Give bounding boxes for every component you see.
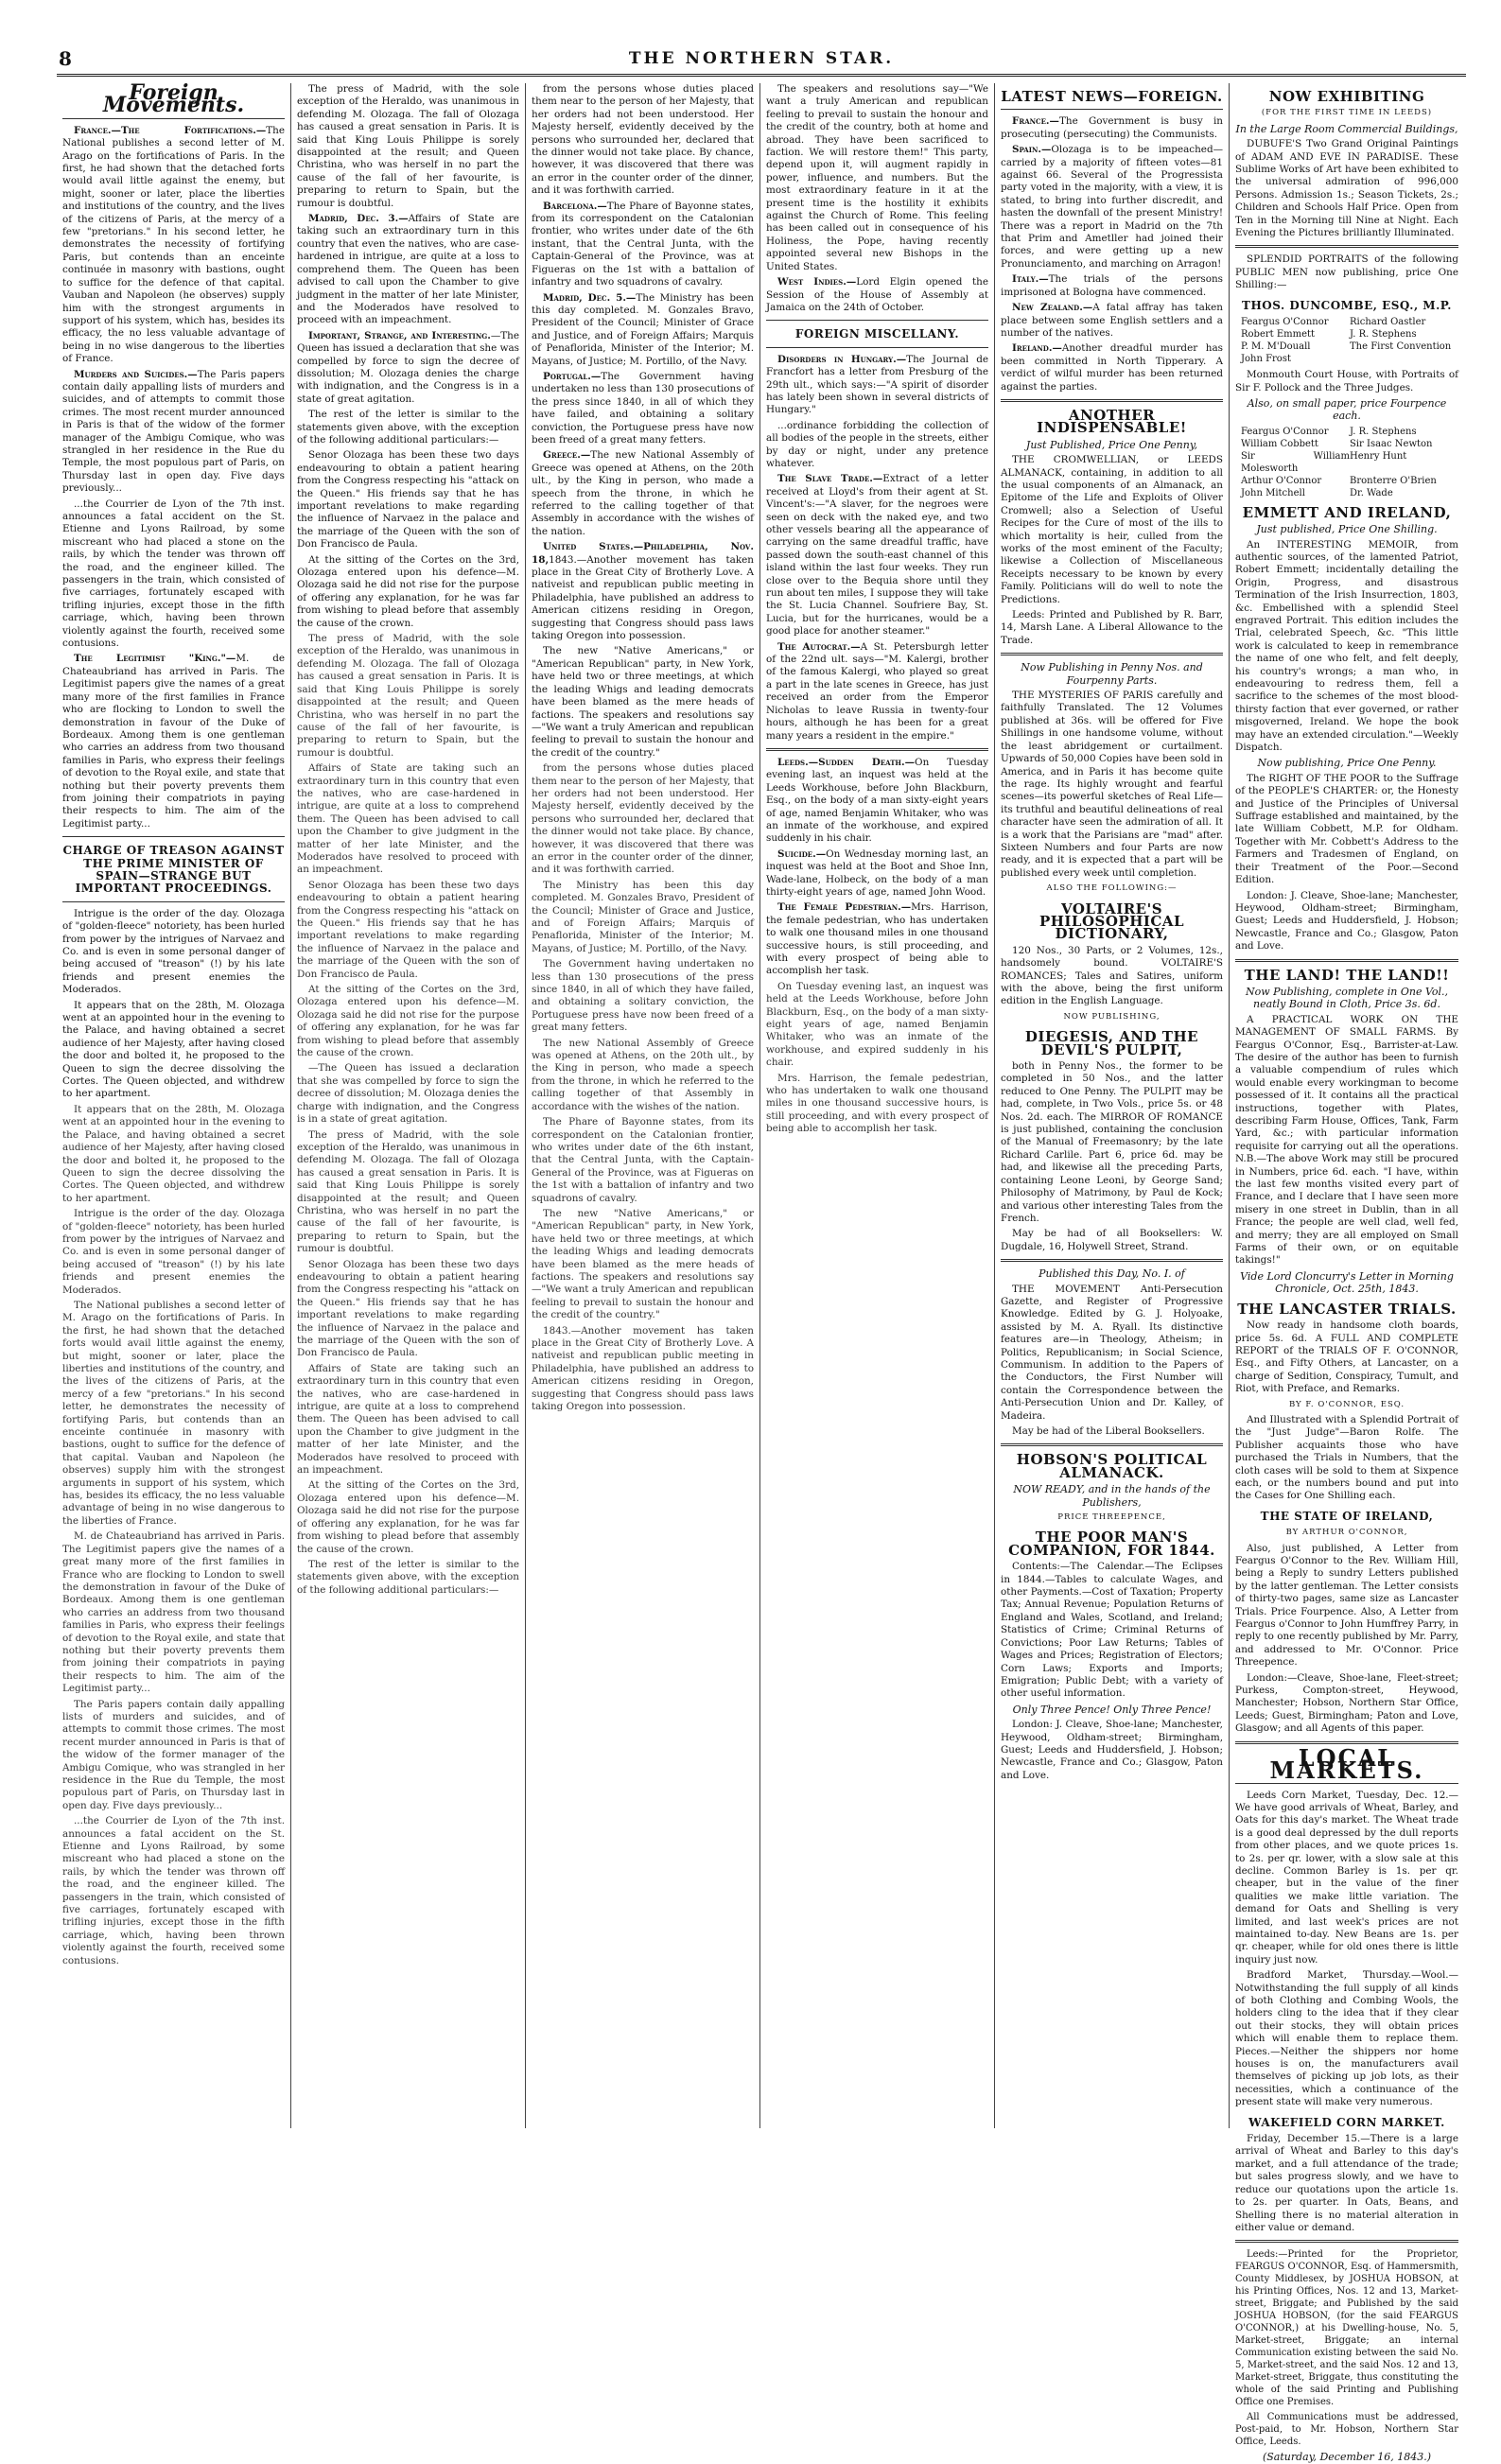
ad-imprint: London:—Cleave, Shoe-lane, Fleet-street; Purkess, Compton-street, Heywood, Manchester; Hobson, Northern Star Office, Leeds; Guest, Birmingham; Paton and Love, Glasgow; and all Agents of this paper. [1235, 1671, 1458, 1735]
column-4 [760, 83, 995, 2128]
news-item: New Zealand.—A fatal affray has taken place between some English settlers and a number of the natives. [1001, 302, 1223, 339]
article-continued: On Tuesday evening last, an inquest was held at the Leeds Workhouse, before John Blackburn, Esq., on the body of a man sixty-eight years of age, named Benjamin Whitaker, who was an inmate of the workhouse, and expired suddenly in his chair. [766, 980, 988, 1069]
news-item: Italy.—The trials of the persons imprisoned at Bologna have commenced. [1001, 273, 1223, 298]
article-continued: The National publishes a second letter of M. Arago on the fortifications of Paris. In the first, he had shown that the detached forts would avail little against the enemy, but might, sooner or later, place the liberties and institutions of the country, and the lives of the citizens of Paris, at the mercy of a few "pretorians." In his second letter, he demonstrates the necessity of fortifying Paris, but contends than an enceinte continuée in masonry with bastions, ought to suffice for the defence of that capital. Vauban and Napoleon (he observes) supply him with the strongest arguments in support of his system, which has, besides its efficacy, the no less valuable advantage of being in no wise dangerous to the liberties of France. [62, 1299, 285, 1527]
ad-heading-another-indispensable: ANOTHER INDISPENSABLE! [1037, 406, 1187, 437]
article: Leeds.—Sudden Death.—On Tuesday evening last, an inquest was held at the Leeds Workhouse, before John Blackburn, Esq., on the body of a man sixty-eight years of age, named Benjamin Whitaker, who was an inmate of the workhouse, and expired suddenly in his chair. [766, 756, 988, 845]
article-continued: Senor Olozaga has been these two days endeavouring to obtain a patient hearing from the Congress respecting his "attack on the Queen." His friends say that he has important revelations to make regarding the influence of Narvaez in the palace and the marriage of the Queen with the son of Don Francisco de Paula. [297, 879, 519, 980]
ad-text: Contents:—The Calendar.—The Eclipses in 1844.—Tables to calculate Wages, and other Payments.—Cost of Taxation; Property Tax; Annual Revenue; Population Returns of England and Wales, Scotland, and Ireland; Statistics of Crime; Criminal Returns of Convictions; Poor Law Returns; Tables of Wages and Prices; Registration of Electors; Corn Laws; Exports and Imports; Emigration; Public Debt; with a variety of other useful information. [1001, 1561, 1223, 1700]
article-continued: The new National Assembly of Greece was opened at Athens, on the 20th ult., by the King in person, who made a speech from the throne, in which he referred to the calling together of that Assembly in accordance with the wishes of the nation. [532, 1037, 754, 1112]
article-continued: Affairs of State are taking such an extraordinary turn in this country that even the natives, who are case-hardened in intrigue, are quite at a loss to comprehend them. The Queen has been advised to call upon the Chamber to give judgment in the matter of her late Minister, and the Moderados have resolved to proceed with an impeachment. [297, 762, 519, 876]
article-continued: The Paris papers contain daily appalling lists of murders and suicides, and of attempts to commit those crimes. The most recent murder announced in Paris is that of the widow of the former manager of the Ambigu Comique, who was strangled in her residence in the Rue du Temple, the most populous part of Paris, on Thursday last in open day. Five days previously... [62, 1698, 285, 1811]
article: Disorders in Hungary.—The Journal de Francfort has a letter from Presburg of the 29th ult., which says:—"A spirit of disorder has lately been shown in several districts of Hungary." [766, 353, 988, 416]
article: The Legitimist "King."—M. de Chateaubriand has arrived in Paris. The Legitimist papers give the names of a great many more of the first families in France who are flocking to London to swell the demonstration in favour of the Duke of Bordeaux. Among them is one gentleman who carries an address from two thousand families in Paris, who express their feelings of devotion to the Royal exile, and state that nothing but their poverty prevents them from joining their compatriots in paying their respects to him. The aim of the Legitimist party... [62, 653, 285, 830]
article: West Indies.—Lord Elgin opened the Session of the House of Assembly at Jamaica on the 24th of October. [766, 276, 989, 313]
article: The Slave Trade.—Extract of a letter received at Lloyd's from their agent at St. Vincent's:—"A slaver, for the negroes were seen on deck with the naked eye, and two other vessels bearing all the appearance of carrying on the same dreadful traffic, have passed down the south-east channel of this island within the last four weeks. They run close over to the Bequia shore until they run about ten miles, I suppose they will take the St. Lucia Channel. Soufriere Bay, St. Lucia, but for the hurricanes, would be a good place for another steamer." [766, 473, 988, 638]
article-continued: At the sitting of the Cortes on the 3rd, Olozaga entered upon his defence—M. Olozaga said he did not rise for the purpose of offering any explanation, for he was far from wishing to plead before that assembly the cause of the crown. [297, 1479, 519, 1555]
article-continued: —The Queen has issued a declaration that she was compelled by force to sign the decree of dissolution; M. Olozaga denies the charge with indignation, and the Congress is in a state of great agitation. [297, 1062, 519, 1126]
market-report: Friday, December 15.—There is a large arrival of Wheat and Barley to this day's market, and a full attendance of the trade; but sales progress slowly, and we have to reduce our quotations upon the article 1s. to 2s. per quarter. In Oats, Beans, and Shelling there is no material alteration in either value or demand. [1235, 2133, 1458, 2233]
article: The Female Pedestrian.—Mrs. Harrison, the female pedestrian, who has undertaken to walk one thousand miles in one thousand successive hours, is still proceeding, and with every prospect of being able to accomplish her task. [766, 901, 988, 977]
portrait-list-small: Feargus O'Connor J. R. Stephens William Cobbett Sir Isaac Newton Sir William Molesworth Henry Hunt Arthur O'Connor Bronterre O'Brien John Mitchell Dr. Wade [1241, 426, 1437, 498]
issue-date: (Saturday, December 16, 1843.) [1262, 2451, 1431, 2464]
heading-foreign-miscellany: FOREIGN MISCELLANY. [794, 327, 960, 341]
article: The press of Madrid, with the sole exception of the Heraldo, was unanimous in defending M. Olozaga. The fall of Olozaga has caused a great sensation in Paris. It is said that King Louis Philippe is sorely disappointed at the result; and Queen Christina, who was herself in no part the cause of the fall of her favourite, is preparing to return to Spain, but the rumour is doubtful. [297, 83, 519, 209]
ad-text: THE MOVEMENT Anti-Persecution Gazette, and Register of Progressive Knowledge. Edited by G. J. Holyoake, assisted by M. A. Ryall. Its distinctive features are—in Theology, Atheism; in Politics, Republicanism; in Social Science, Communism. In addition to the Papers of the Conductors, the First Number will contain the Correspondence between the Anti-Persecution Union and Dr. Kalley, of Madeira. [1001, 1283, 1223, 1422]
article: The speakers and resolutions say—"We want a truly American and republican feeling to prevail to sustain the honour and the credit of the country, both at home and abroad. They have been sacrificed to faction. We will restore them!" This party, depend upon it, will augment rapidly in power, influence, and numbers. But the most extraordinary feature in it at the present time is the hostility it exhibits against the Church of Rome. This feeling has been called out in consequence of his Holiness, the Pope, having recently appointed several new Bishops in the United States. [766, 83, 988, 272]
article: ...the Courrier de Lyon of the 7th inst. announces a fatal accident on the St. Etienne and Lyons Railroad, by some miscreant who had placed a stone on the rails, by which the tender was thrown off the road, and the engineer killed. The passengers in the train, which consisted of five carriages, fortunately escaped with trifling injuries, except those in the fifth carriage, which, having been thrown violently against the fourth, received some contusions. [62, 498, 285, 650]
news-item: France.—The Government is busy in prosecuting (persecuting) the Communists. [1001, 115, 1223, 140]
column-6: NOW EXHIBITING (FOR THE FIRST TIME IN LEEDS) In the Large Room Commercial Buildings, DUBUFE'S Two Grand Original Paintings of ADAM AND EVE IN PARADISE. These Sublime Works of Art have been exhibited to the universal admiration of 996,000 Persons. Admission 1s.; Season Tickets, 2s.; Children and Schools Half Price. Open from Ten in the Morning till Nine at Night. Each Evening the Pictures brilliantly Illuminated. SPLENDID PORTRAITS of the following PUBLIC MEN now publishing, price One Shilling:— THOS. DUNCOMBE, ESQ., M.P. Feargus O'Connor Richard Oastler Robert Emmett J. R. Stephens P. M. M'Douall The First Convention John Frost Monmouth Court House, with Portraits of Sir F. Pollock and the Three Judges. Also, on small paper, price Fourpence each. Feargus O'Connor J. R. Stephens William Cobbett Sir Isaac Newton Sir William Molesworth Henry Hunt Arthur O'Connor Bronterre O'Brien John Mitchell Dr. Wade EMMETT AND IRELAND, Just published, Price One Shilling. An INTERESTING MEMOIR, from authentic sources, of the lamented Patriot, Robert Emmett; incidentally detailing the Origin, Progress, and disastrous Termination of the Irish Insurrection, 1803, &c. Embellished with a splendid Steel engraved Portrait. This edition includes the Trial, celebrated Speech, &c. "This little work is calculated to keep in remembrance the name of one who felt, and felt deeply, his country's wrongs; a man who, in endeavouring to redress them, fell a sacrifice to the schemes of the most blood-thirsty faction that ever governed, or rather misgoverned, Ireland. We hope the book may have an extended circulation."—Weekly Dispatch. Now publishing, Price One Penny. The RIGHT OF THE POOR to the Suffrage of the PEOPLE'S CHARTER: or, the Honesty and Justice of the Principles of Universal Suffrage established and maintained, by the late William Cobbett, M.P. for Oldham. Together with Mr. Cobbett's Address to the Farmers and Tradesmen of England, on their Treatment of the Poor.—Second Edition. London: J. Cleave, Shoe-lane; Manchester, Heywood, Oldham-street; Birmingham, Guest; Leeds and Huddersfield, J. Hobson; Newcastle, France and Co.; Glasgow, Paton and Love. THE LAND! THE LAND!! Now Publishing, complete in One Vol., neatly Bound in Cloth, Price 3s. 6d. A PRACTICAL WORK ON THE MANAGEMENT OF SMALL FARMS. By Feargus O'Connor, Esq., Barrister-at-Law. The desire of the author has been to furnish a valuable compendium of rules which would enable every workingman to become possessed of it. It contains all the practical instructions, together with Plates, describing Farm House, Offices, Tank, Farm Yard, &c.; with particular information requisite for carrying out all the operations. N.B.—The above Work may still be procured in Numbers, price 6d. each. "I have, within the last few months visited every part of France, and I declare that I have seen more misery in one street in Dublin, than in all France; the people are well clad, well fed, and merry; they are all employed on Small Farms of their own, or on equitable takings!" Vide Lord Cloncurry's Letter in Morning Chronicle, Oct. 25th, 1843. THE LANCASTER TRIALS. Now ready in handsome cloth boards, price 5s. 6d. A FULL AND COMPLETE REPORT of the TRIALS OF F. O'CONNOR, Esq., and Fifty Others, at Lancaster, on a charge of Sedition, Conspiracy, Tumult, and Riot, with Preface, and Remarks. BY F. O'CONNOR, ESQ. And Illustrated with a Splendid Portrait of the "Just Judge"—Baron Rolfe. The Publisher acquaints those who have purchased the Trials in Numbers, that the cloth cases will be sold to them at Sixpence each, or the numbers bound and put into the Cases for One Shilling each. THE STATE OF IRELAND, BY ARTHUR O'CONNOR, Also, just published, A Letter from Feargus O'Connor to the Rev. William Hill, being a Reply to sundry Letters published by the latter gentleman. The Letter consists of thirty-two pages, same size as Lancaster Trials. Price Fourpence. Also, A Letter from Feargus o'Connor to John Humffrey Parry, in reply to one recently published by Mr. Parry, and addressed to Mr. O'Connor. Price Threepence. London:—Cleave, Shoe-lane, Fleet-street; Purkess, Compton-street, Heywood, Manchester; Hobson, Northern Star Office, Leeds; Guest, Birmingham; Paton and Love, Glasgow; and all Agents of this paper. LOCAL MARKETS. Leeds Corn Market, Tuesday, Dec. 12.—We have good arrivals of Wheat, Barley, and Oats for this day's market. The Wheat trade is a good deal depressed by the dull reports from other places, and we quote prices 1s. to 2s. per qr. lower, with a slow sale at this decline. Common Barley is 1s. per qr. cheaper, but in the value of the finer qualities we make little variation. The demand for Oats and Shelling is very limited, and last week's prices are not maintained to-day. New Beans are 1s. per qr. cheaper, while for old ones there is little inquiry just now. Bradford Market, Thursday.—Wool.—Notwithstanding the full supply of all kinds of both Clothing and Combing Wools, the holders cling to the idea that if they clear out their stocks, they will obtain prices which will enable them to replace them. Pieces.—Neither the shippers nor home houses is on, the manufacturers avail themselves of picking up job lots, as their necessities, which a continuance of the present state will make very numerous. WAKEFIELD CORN MARKET. Friday, December 15.—There is a large arrival of Wheat and Barley to this day's market, and a full attendance of the trade; but sales progress slowly, and we have to reduce our quotations upon the article 1s. to 2s. per quarter. In Oats, Beans, and Shelling there is no material alteration in either value or demand. Leeds:—Printed for the Proprietor, FEARGUS O'CONNOR, Esq. of Hammersmith, County Middlesex, by JOSHUA HOBSON, at his Printing Offices, Nos. 12 and 13, Market-street, Briggate; and Published by the said JOSHUA HOBSON, (for the said FEARGUS O'CONNOR,) at his Dwelling-house, No. 5, Market-street, Briggate; an internal Communication existing between the said No. 5, Market-street, and the said Nos. 12 and 13, Market-street, Briggate, thus constituting the whole of the said Printing and Publishing Office one Premises. All Communications must be addressed, Post-paid, to Mr. Hobson, Northern Star Office, Leeds. (Saturday, December 16, 1843.) [1235, 88, 1458, 2464]
article-continued: The Government having undertaken no less than 130 prosecutions of the press since 1840, in all of which they have failed, and obtaining a solitary conviction, the Portuguese press have now been freed of a great many fetters. [532, 958, 754, 1034]
column-2 [291, 83, 526, 2128]
article: Madrid, Dec. 3.—Affairs of State are taking such an extraordinary turn in this country that even the natives, who are case-hardened in intrigue, are quite at a loss to comprehend them. The Queen has been advised to call upon the Chamber to give judgment in the matter of her late Minister, and the Moderados have resolved to proceed with an impeachment. [297, 213, 519, 326]
printer-imprint: Leeds:—Printed for the Proprietor, FEARGUS O'CONNOR, Esq. of Hammersmith, County Middlesex, by JOSHUA HOBSON, at his Printing Offices, Nos. 12 and 13, Market-street, Briggate; and Published by the said JOSHUA HOBSON, (for the said FEARGUS O'CONNOR,) at his Dwelling-house, No. 5, Market-street, Briggate; an internal Communication existing between the said No. 5, Market-street, and the said Nos. 12 and 13, Market-street, Briggate, thus constituting the whole of the said Printing and Publishing Office one Premises. [1235, 2249, 1458, 2408]
article-continued: The press of Madrid, with the sole exception of the Heraldo, was unanimous in defending M. Olozaga. The fall of Olozaga has caused a great sensation in Paris. It is said that King Louis Philippe is sorely disappointed at the result; and Queen Christina, who was herself in no part the cause of the fall of her favourite, is preparing to return to Spain, but the rumour is doubtful. [297, 633, 519, 759]
market-report: Leeds Corn Market, Tuesday, Dec. 12.—We have good arrivals of Wheat, Barley, and Oats for this day's market. The Wheat trade is a good deal depressed by the dull reports from other places, and we quote prices 1s. to 2s. per qr. lower, with a slow sale at this decline. Common Barley is 1s. per qr. cheaper, but in the value of the finer qualities we make little variation. The demand for Oats and Shelling is very limited, and last week's prices are not maintained to-day. New Beans are 1s. per qr. cheaper, while for old ones there is little inquiry just now. [1235, 1789, 1458, 1966]
column-3 [526, 83, 760, 2128]
article-continued: The press of Madrid, with the sole exception of the Heraldo, was unanimous in defending M. Olozaga. The fall of Olozaga has caused a great sensation in Paris. It is said that King Louis Philippe is sorely disappointed at the result; and Queen Christina, who was herself in no part the cause of the fall of her favourite, is preparing to return to Spain, but the rumour is doubtful. [297, 1128, 519, 1255]
article-continued: Mrs. Harrison, the female pedestrian, who has undertaken to walk one thousand miles in one thousand successive hours, is still proceeding, and with every prospect of being able to accomplish her task. [766, 1072, 988, 1135]
article: Suicide.—On Wednesday morning last, an inquest was held at the Boot and Shoe Inn, Wade-lane, Holbeck, on the body of a man thirty-eight years of age, named John Wood. [766, 848, 988, 898]
portrait-list: Feargus O'Connor Richard Oastler Robert Emmett J. R. Stephens P. M. M'Douall The First Convention John Frost [1241, 317, 1452, 365]
article: Portugal.—The Government having undertaken no less than 130 prosecutions of the press since 1840, in all of which they have failed, and obtaining a solitary conviction, the Portuguese press have now been freed of a great many fetters. [532, 370, 754, 446]
ad-text: Also, just published, A Letter from Feargus O'Connor to the Rev. William Hill, being a Reply to sundry Letters published by the latter gentleman. The Letter consists of thirty-two pages, same size as Lancaster Trials. Price Fourpence. Also, A Letter from Feargus o'Connor to John Humffrey Parry, in reply to one recently published by Mr. Parry, and addressed to Mr. O'Connor. Price Threepence. [1235, 1542, 1458, 1669]
article: Barcelona.—The Phare of Bayonne states, from its correspondent on the Catalonian frontier, who writes under date of the 6th instant, that the Central Junta, with the Captain-General of the Province, was at Figueras on the 1st with a battalion of infantry and two squadrons of cavalry. [532, 200, 754, 288]
ad-heading-the-land: THE LAND! THE LAND!! [1244, 966, 1450, 984]
article: Important, Strange, and Interesting.—The Queen has issued a declaration that she was compelled by force to sign the decree of dissolution; M. Olozaga denies the charge with indignation, and the Congress is in a state of great agitation. [297, 329, 519, 405]
article: Intrigue is the order of the day. Olozaga of "golden-fleece" notoriety, has been hurled from power by the intrigues of Narvaez and Co. and is even in some personal danger of being accused of "treason" (!) by his late friends and present enemies the Moderados. [62, 907, 285, 996]
article-continued: The Ministry has been this day completed. M. Gonzales Bravo, President of the Council; Minister of Grace and Justice, and of Foreign Affairs; Marquis of Penaflorida, Minister of the Interior; M. Mayans, of Justice; M. Portillo, of the Navy. [532, 879, 754, 954]
article: The new "Native Americans," or "American Republican" party, in New York, have held two or three meetings, at which the leading Whigs and leading democrats have been blamed as the mere heads of factions. The speakers and resolutions say —"We want a truly American and republican feeling to prevail to sustain the honour and the credit of the country." [532, 645, 754, 759]
ad-heading-emmett-ireland: EMMETT AND IRELAND, [1242, 503, 1452, 521]
ad-text: The RIGHT OF THE POOR to the Suffrage of the PEOPLE'S CHARTER: or, the Honesty and Justice of the Principles of Universal Suffrage established and maintained, by the late William Cobbett, M.P. for Oldham. Together with Mr. Cobbett's Address to the Farmers and Tradesmen of England, on their Treatment of the Poor.—Second Edition. [1235, 772, 1458, 886]
ad-text: An INTERESTING MEMOIR, from authentic sources, of the lamented Patriot, Robert Emmett; incidentally detailing the Origin, Progress, and disastrous Termination of the Irish Insurrection, 1803, &c. Embellished with a splendid Steel engraved Portrait. This edition includes the Trial, celebrated Speech, &c. "This little work is calculated to keep in remembrance the name of one who felt, and felt deeply, his country's wrongs; a man who, in endeavouring to redress them, fell a sacrifice to the schemes of the most blood-thirsty faction that ever governed, or rather misgoverned, Ireland. We hope the book may have an extended circulation."—Weekly Dispatch. [1235, 538, 1458, 754]
heading-local-markets: LOCAL MARKETS. [1269, 1743, 1424, 1785]
ad-text: THE MYSTERIES OF PARIS carefully and faithfully Translated. The 12 Volumes published at 36s. will be offered for Five Shillings in one handsome volume, without the least abridgement or curtailment. Upwards of 50,000 Copies have been sold in America, and in Paris it has become quite the rage. Its highly wrought and fearful scenes—its powerful sketches of Real Life—its truthful and beautiful delineations of real character have seen the admiration of all. It is a work that the Parisians are "mad" after. Sixteen Numbers and four Parts are now ready, and it is expected that a part will be published every week until completion. [1001, 690, 1223, 879]
article: Greece.—The new National Assembly of Greece was opened at Athens, on the 20th ult., by the King in person, who made a speech from the throne, in which he referred to the calling together of that Assembly in accordance with the wishes of the nation. [532, 449, 754, 537]
ad-imprint: May be had of all Booksellers: W. Dugdale, 16, Holywell Street, Strand. [1001, 1228, 1223, 1252]
article: At the sitting of the Cortes on the 3rd, Olozaga entered upon his defence—M. Olozaga said he did not rise for the purpose of offering any explanation, for he was far from wishing to plead before that assembly the cause of the crown. [297, 553, 519, 629]
article-continued: Senor Olozaga has been these two days endeavouring to obtain a patient hearing from the Congress respecting his "attack on the Queen." His friends say that he has important revelations to make regarding the influence of Narvaez in the palace and the marriage of the Queen with the son of Don Francisco de Paula. [297, 1258, 519, 1359]
article-continued: from the persons whose duties placed them near to the person of her Majesty, that her orders had not been understood. Her Majesty herself, evidently deceived by the persons who surrounded her, declared that the dinner would not take place. By chance, however, it was discovered that there was an error in the counter order of the dinner, and it was forthwith carried. [532, 762, 754, 876]
ad-text: Now ready in handsome cloth boards, price 5s. 6d. A FULL AND COMPLETE REPORT of the TRIALS OF F. O'CONNOR, Esq., and Fifty Others, at Lancaster, on a charge of Sedition, Conspiracy, Tumult, and Riot, with Preface, and Remarks. [1235, 1319, 1458, 1395]
article-continued: The new "Native Americans," or "American Republican" party, in New York, have held two or three meetings, at which the leading Whigs and leading democrats have been blamed as the mere heads of factions. The speakers and resolutions say —"We want a truly American and republican feeling to prevail to sustain the honour and the credit of the country." [532, 1207, 754, 1321]
ad-imprint: May be had of the Liberal Booksellers. [1012, 1425, 1205, 1437]
ad-text: THE CROMWELLIAN, or LEEDS ALMANACK, containing, in addition to all the usual components of an Almanack, an Epitome of the Life and Exploits of Oliver Cromwell; also a Selection of Useful Recipes for the Cure of most of the ills to which mortality is heir, culled from the works of the most eminent of the Faculty; likewise a Collection of Miscellaneous Receipts necessary to be known by every Family. Politicians will do well to note the Predictions. [1001, 454, 1223, 605]
ad-movement-sub: Published this Day, No. I. of [1038, 1267, 1185, 1281]
ad-heading-hobsons-almanack: HOBSON'S POLITICAL ALMANACK. [1016, 1451, 1208, 1481]
article: The rest of the letter is similar to the statements given above, with the exception of the following additional particulars:— [297, 409, 519, 446]
column-1 [57, 80, 291, 2128]
ad-imprint: London: J. Cleave, Shoe-lane; Manchester, Heywood, Oldham-street; Birmingham, Guest; Leeds and Huddersfield, J. Hobson; Newcastle, France and Co.; Glasgow, Paton and Love. [1235, 889, 1458, 952]
article: United States.—Philadelphia, Nov. 18,1843.—Another movement has taken place in the Great City of Brotherly Love. A nativeist and republican public meeting in Philadelphia, have published an address to American citizens residing in Oregon, suggesting that Congress should pass laws taking Oregon into possession. [532, 541, 754, 642]
ad-heading-state-of-ireland: THE STATE OF IRELAND, [1260, 1509, 1434, 1523]
ad-text: A PRACTICAL WORK ON THE MANAGEMENT OF SMALL FARMS. By Feargus O'Connor, Esq., Barrister-at-Law. The desire of the author has been to furnish a valuable compendium of rules which would enable every workingman to become possessed of it. It contains all the practical instructions, together with Plates, describing Farm House, Offices, Tank, Farm Yard, &c.; with particular information requisite for carrying out all the operations. N.B.—The above Work may still be procured in Numbers, price 6d. each. "I have, within the last few months visited every part of France, and I declare that I have seen more misery in one street in Dublin, than in all France; the people are well clad, well fed, and merry; they are all employed on Small Farms of their own, or on equitable takings!" [1235, 1013, 1458, 1267]
ad-imprint: London: J. Cleave, Shoe-lane; Manchester, Heywood, Oldham-street; Birmingham, Guest; Leeds and Huddersfield, J. Hobson; Newcastle, France and Co.; Glasgow, Paton and Love. [1001, 1719, 1223, 1781]
article-continued: Affairs of State are taking such an extraordinary turn in this country that even the natives, who are case-hardened in intrigue, are quite at a loss to comprehend them. The Queen has been advised to call upon the Chamber to give judgment in the matter of her late Minister, and the Moderados have resolved to proceed with an impeachment. [297, 1362, 519, 1477]
heading-latest-news: LATEST NEWS—FOREIGN. [1001, 88, 1223, 105]
ad-heading-now-exhibiting: NOW EXHIBITING [1268, 88, 1425, 105]
ad-heading-poor-mans-companion: THE POOR MAN'S COMPANION, FOR 1844. [1008, 1529, 1215, 1559]
article: Senor Olozaga has been these two days endeavouring to obtain a patient hearing from the Congress respecting his "attack on the Queen." His friends say that he has important revelations to make regarding the influence of Narvaez in the palace and the marriage of the Queen with the son of Don Francisco de Paula. [297, 449, 519, 550]
columns [57, 80, 1466, 2464]
article-continued: The rest of the letter is similar to the statements given above, with the exception of the following additional particulars:— [297, 1558, 519, 1596]
ad-heading-lancaster-trials: THE LANCASTER TRIALS. [1237, 1300, 1457, 1318]
heading-charge-of-treason: CHARGE OF TREASON AGAINST THE PRIME MINISTER OF SPAIN—STRANGE BUT IMPORTANT PROCEEDINGS. [62, 844, 285, 896]
article-continued: At the sitting of the Cortes on the 3rd, Olozaga entered upon his defence—M. Olozaga said he did not rise for the purpose of offering any explanation, for he was far from wishing to plead before that assembly the cause of the crown. [297, 984, 519, 1059]
newspaper-title: THE NORTHERN STAR. [628, 49, 895, 68]
section-title-foreign-movements: Foreign Movements. [102, 80, 245, 118]
article: It appears that on the 28th, M. Olozaga went at an appointed hour in the evening to the Palace, and having obtained a secret audience of her Majesty, after having closed the door and bolted it, he proposed to the Queen to sign the decree dissolving the Cortes. The Queen objected, and withdrew to her apartment. [62, 999, 285, 1100]
article-continued: The Phare of Bayonne states, from its correspondent on the Catalonian frontier, who writes under date of the 6th instant, that the Central Junta, with the Captain-General of the Province, was at Figueras on the 1st with a battalion of infantry and two squadrons of cavalry. [532, 1116, 754, 1204]
article-continued: Intrigue is the order of the day. Olozaga of "golden-fleece" notoriety, has been hurled from power by the intrigues of Narvaez and Co. and is even in some personal danger of being accused of "treason" (!) by his late friends and present enemies the Moderados. [62, 1208, 285, 1296]
ad-text: SPLENDID PORTRAITS of the following PUBLIC MEN now publishing, price One Shilling:— [1235, 253, 1458, 291]
ad-text: And Illustrated with a Splendid Portrait of the "Just Judge"—Baron Rolfe. The Publisher acquaints those who have purchased the Trials in Numbers, that the cloth cases will be sold to them at Sixpence each, or the numbers bound and put into the Cases for One Shilling each. [1235, 1413, 1458, 1502]
article: The Autocrat.—A St. Petersburgh letter of the 22nd ult. says—"M. Kalergi, brother of the famous Kalergi, who played so great a part in the late scenes in Greece, has just received an order from the Emperor Nicholas to leave Russia in twenty-four hours, although he has been for a great many years a resident in the empire." [766, 640, 988, 742]
column-5: LATEST NEWS—FOREIGN. France.—The Government is busy in prosecuting (persecuting) the Communists. Spain.—Olozaga is to be impeached—carried by a majority of fifteen votes—81 against 66. Several of the Progressista party voted in the majority, with a view, it is stated, to bring into further discredit, and hasten the downfall of the present Ministry! There was a report in Madrid on the 7th that Prim and Ametller had joined their forces, and were getting up a new Pronunciamento, and marching on Arragon! Italy.—The trials of the persons imprisoned at Bologna have commenced. New Zealand.—A fatal affray has taken place between some English settlers and a number of the natives. Ireland.—Another dreadful murder has been committed in North Tipperary. A verdict of wilful murder has been returned against the parties. ANOTHER INDISPENSABLE! Just Published, Price One Penny, THE CROMWELLIAN, or LEEDS ALMANACK, containing, in addition to all the usual components of an Almanack, an Epitome of the Life and Exploits of Oliver Cromwell; also a Selection of Useful Recipes for the Cure of most of the ills to which mortality is heir, culled from the works of the most eminent of the Faculty; likewise a Collection of Miscellaneous Receipts necessary to be known by every Family. Politicians will do well to note the Predictions. Leeds: Printed and Published by R. Barr, 14, Marsh Lane. A Liberal Allowance to the Trade. Now Publishing in Penny Nos. and Fourpenny Parts. THE MYSTERIES OF PARIS carefully and faithfully Translated. The 12 Volumes published at 36s. will be offered for Five Shillings in one handsome volume, without the least abridgement or curtailment. Upwards of 50,000 Copies have been sold in America, and in Paris it has become quite the rage. Its highly wrought and fearful scenes—its powerful sketches of Real Life—its truthful and beautiful delineations of real character have seen the admiration of all. It is a work that the Parisians are "mad" after. Sixteen Numbers and four Parts are now ready, and it is expected that a part will be published every week until completion. ALSO THE FOLLOWING:— VOLTAIRE'S PHILOSOPHICAL DICTIONARY, 120 Nos., 30 Parts, or 2 Volumes, 12s., handsomely bound. VOLTAIRE'S ROMANCES; Tales and Satires, uniform with the above, being the first uniform edition in the English Language. NOW PUBLISHING, DIEGESIS, AND THE DEVIL'S PULPIT, both in Penny Nos., the former to be completed in 50 Nos., and the latter reduced to One Penny. The PULPIT may be had, complete, in Two Vols., price 5s. or 48 Nos. 2d. each. The MIRROR OF ROMANCE is just published, containing the conclusion of the Manual of Freemasonry; by the late Richard Carlile. Part 6, price 6d. may be had, and likewise all the preceding Parts, containing Leone Leoni, by George Sand; Philosophy of Matrimony, by Paul de Kock; and various other interesting Tales from the French. May be had of all Booksellers: W. Dugdale, 16, Holywell Street, Strand. Published this Day, No. I. of THE MOVEMENT Anti-Persecution Gazette, and Register of Progressive Knowledge. Edited by G. J. Holyoake, assisted by M. A. Ryall. Its distinctive features are—in Theology, Atheism; in Politics, Republicanism; in Social Science, Communism. In addition to the Papers of the Conductors, the First Number will contain the Correspondence between the Anti-Persecution Union and Dr. Kalley, of Madeira. May be had of the Liberal Booksellers. HOBSON'S POLITICAL ALMANACK. NOW READY, and in the hands of the Publishers, PRICE THREEPENCE, THE POOR MAN'S COMPANION, FOR 1844. Contents:—The Calendar.—The Eclipses in 1844.—Tables to calculate Wages, and other Payments.—Cost of Taxation; Property Tax; Annual Revenue; Population Returns of England and Wales, Scotland, and Ireland; Statistics of Crime; Criminal Returns of Convictions; Poor Law Returns; Tables of Wages and Prices; Registration of Electors; Corn Laws; Exports and Imports; Emigration; Public Debt; with a variety of other useful information. Only Three Pence! Only Three Pence! London: J. Cleave, Shoe-lane; Manchester, Heywood, Oldham-street; Birmingham, Guest; Leeds and Huddersfield, J. Hobson; Newcastle, France and Co.; Glasgow, Paton and Love. [995, 83, 1230, 2128]
article-continued: ...the Courrier de Lyon of the 7th inst. announces a fatal accident on the St. Etienne and Lyons Railroad, by some miscreant who had placed a stone on the rails, by which the tender was thrown off the road, and the engineer killed. The passengers in the train, which consisted of five carriages, fortunately escaped with trifling injuries, except those in the fifth carriage, which, having been thrown violently against the fourth, received some contusions. [62, 1815, 285, 1966]
ad-heading-diegesis: DIEGESIS, AND THE DEVIL'S PULPIT, [1024, 1028, 1199, 1058]
ad-imprint: Leeds: Printed and Published by R. Barr, 14, Marsh Lane. A Liberal Allowance to the Trade. [1001, 609, 1223, 646]
article: France.—The Fortifications.—The National publishes a second letter of M. Arago on the fortifications of Paris. In the first, he had shown that the detached forts would avail little against the enemy, but might, sooner or later, place the liberties and institutions of the country, and the lives of the citizens of Paris, at the mercy of a few "pretorians." In his second letter, he demonstrates the necessity of fortifying Paris, but contends than an enceinte continuée in masonry with bastions, ought to suffice for the defence of that capital. Vauban and Napoleon (he observes) supply him with the strongest arguments in support of his system, which has, besides its efficacy, the no less valuable advantage of being in no wise dangerous to the liberties of France. [62, 124, 285, 365]
article: from the persons whose duties placed them near to the person of her Majesty, that her orders had not been understood. Her Majesty herself, evidently deceived by the persons who surrounded her, declared that the dinner would not take place. By chance, however, it was discovered that there was an error in the counter order of the dinner, and it was forthwith carried. [532, 83, 754, 197]
market-report: Bradford Market, Thursday.—Wool.—Notwithstanding the full supply of all kinds of both Clothing and Combing Wools, the holders cling to the idea that if they clear out their stocks, they will obtain prices which will enable them to replace them. Pieces.—Neither the shippers nor home houses is on, the manufacturers avail themselves of picking up job lots, as their necessities, which a continuance of the present state will make very numerous. [1235, 1969, 1458, 2108]
article: Murders and Suicides.—The Paris papers contain daily appalling lists of murders and suicides, and of attempts to commit those crimes. The most recent murder announced in Paris is that of the widow of the former manager of the Ambigu Comique, who was strangled in her residence in the Rue du Temple, the most populous part of Paris, on Thursday last in open day. Five days previously... [62, 368, 285, 495]
ad-heading-voltaire: VOLTAIRE'S PHILOSOPHICAL DICTIONARY, [1038, 900, 1185, 943]
ad-mysteries-sub: Now Publishing in Penny Nos. and Fourpenny Parts. [1021, 661, 1203, 687]
heading-wakefield-corn-market: WAKEFIELD CORN MARKET. [1248, 2115, 1445, 2129]
news-item: Spain.—Olozaga is to be impeached—carried by a majority of fifteen votes—81 against 66. Several of the Progressista party voted in the majority, with a view, it is stated, to bring into further discredit, and hasten the downfall of the present Ministry! There was a report in Madrid on the 7th that Prim and Ametller had joined their forces, and were getting up a new Pronunciamento, and marching on Arragon! [1001, 144, 1223, 270]
masthead [57, 47, 1466, 77]
ad-text: both in Penny Nos., the former to be completed in 50 Nos., and the latter reduced to One Penny. The PULPIT may be had, complete, in Two Vols., price 5s. or 48 Nos. 2d. each. The MIRROR OF ROMANCE is just published, containing the conclusion of the Manual of Freemasonry; by the late Richard Carlile. Part 6, price 6d. may be had, and likewise all the preceding Parts, containing Leone Leoni, by George Sand; Philosophy of Matrimony, by Paul de Kock; and various other interesting Tales from the French. [1001, 1060, 1223, 1224]
page-number: 8 [59, 47, 72, 70]
article-continued: It appears that on the 28th, M. Olozaga went at an appointed hour in the evening to the Palace, and having obtained a secret audience of her Majesty, after having closed the door and bolted it, he proposed to the Queen to sign the decree dissolving the Cortes. The Queen objected, and withdrew to her apartment. [62, 1103, 285, 1204]
ad-text: DUBUFE'S Two Grand Original Paintings of ADAM AND EVE IN PARADISE. These Sublime Works of Art have been exhibited to the universal admiration of 996,000 Persons. Admission 1s.; Season Tickets, 2s.; Children and Schools Half Price. Open from Ten in the Morning till Nine at Night. Each Evening the Pictures brilliantly Illuminated. [1235, 138, 1458, 239]
article: Madrid, Dec. 5.—The Ministry has been this day completed. M. Gonzales Bravo, President of the Council; Minister of Grace and Justice, and of Foreign Affairs; Marquis of Penaflorida, Minister of the Interior; M. Mayans, of Justice; M. Portillo, of the Navy. [532, 291, 754, 367]
communications-address: All Communications must be addressed, Post-paid, to Mr. Hobson, Northern Star Office, Leeds. [1235, 2412, 1458, 2448]
newspaper-page [57, 47, 1466, 2464]
article: ...ordinance forbidding the collection of all bodies of the people in the streets, either by day or night, under any pretence whatever. [766, 419, 988, 469]
news-item: Ireland.—Another dreadful murder has been committed in North Tipperary. A verdict of wilful murder has been returned against the parties. [1001, 342, 1223, 393]
article-continued: M. de Chateaubriand has arrived in Paris. The Legitimist papers give the names of a great many more of the first families in France who are flocking to London to swell the demonstration in favour of the Duke of Bordeaux. Among them is one gentleman who carries an address from two thousand families in Paris, who express their feelings of devotion to the Royal exile, and state that nothing but their poverty prevents them from joining their compatriots in paying their respects to him. The aim of the Legitimist party... [62, 1530, 285, 1695]
article-continued: 1843.—Another movement has taken place in the Great City of Brotherly Love. A nativeist and republican public meeting in Philadelphia, have published an address to American citizens residing in Oregon, suggesting that Congress should pass laws taking Oregon into possession. [532, 1324, 754, 1413]
ad-text: 120 Nos., 30 Parts, or 2 Volumes, 12s., handsomely bound. VOLTAIRE'S ROMANCES; Tales and Satires, uniform with the above, being the first uniform edition in the English Language. [1001, 944, 1223, 1007]
